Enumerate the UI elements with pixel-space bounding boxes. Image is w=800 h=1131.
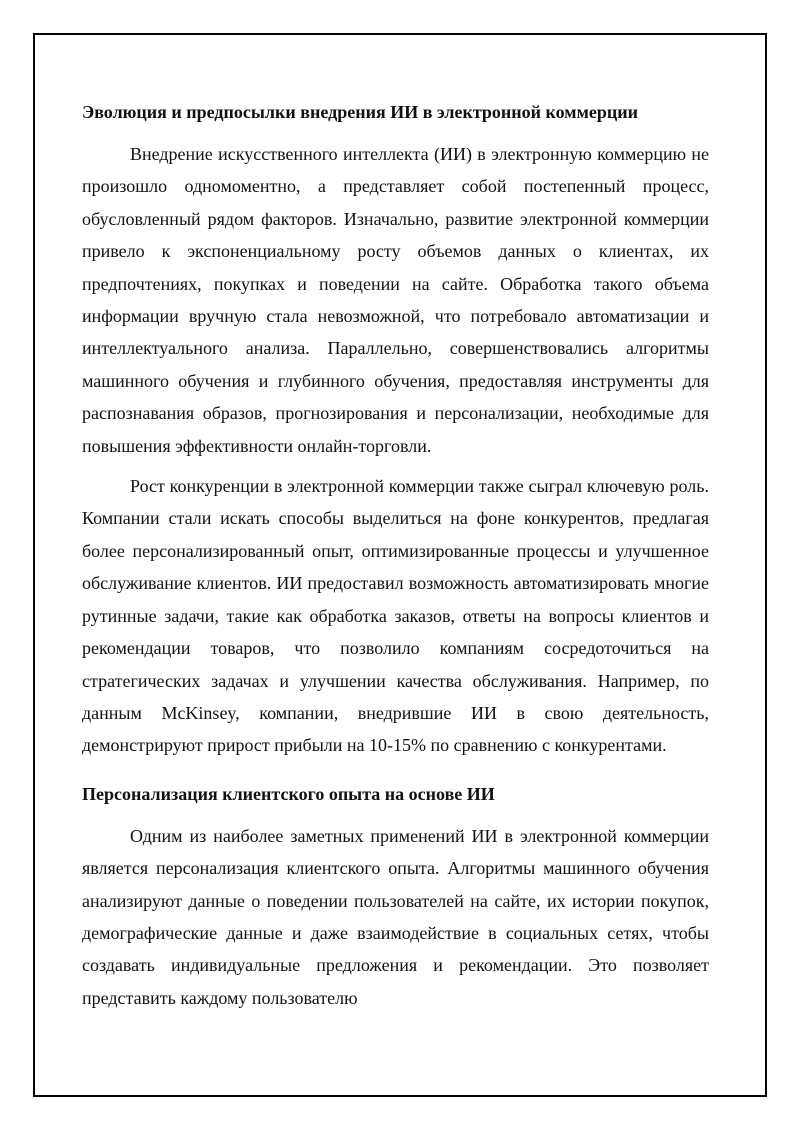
paragraph-ai-adoption: Внедрение искусственного интеллекта (ИИ) в электронную коммерцию не произошло одномоментно, а представляет собой постепенный процесс, обусловленный рядом факторов. Изначально, развитие электронной коммерции привело к экспоненциальному росту объемов данных о клиентах, их предпочтениях, покупках и поведении на сайте. Обработка такого объема информации вручную стала невозможной, что потребовало автоматизации и интеллектуального анализа. Параллельно, совершенствовались алгоритмы машинного обучения и глубинного обучения, предоставляя инструменты для распознавания образов, прогнозирования и персонализации, необходимые для повышения эффективности онлайн-торговли. — [82, 144, 709, 456]
document-body — [82, 96, 709, 1022]
paragraph-competition: Рост конкуренции в электронной коммерции также сыграл ключевую роль. Компании стали искать способы выделиться на фоне конкурентов, предлагая более персонализированный опыт, оптимизированные процессы и улучшенное обслуживание клиентов. ИИ предоставил возможность автоматизировать многие рутинные задачи, такие как обработка заказов, ответы на вопросы клиентов и рекомендации товаров, что позволило компаниям сосредоточиться на стратегических задачах и улучшении качества обслуживания. Например, по данным McKinsey, компании, внедрившие ИИ в свою деятельность, демонстрируют прирост прибыли на 10-15% по сравнению с конкурентами. — [82, 476, 709, 756]
section-heading-personalization: Персонализация клиентского опыта на основе ИИ — [82, 783, 495, 804]
section-heading-evolution: Эволюция и предпосылки внедрения ИИ в электронной коммерции — [82, 102, 638, 122]
paragraph-personalization: Одним из наиболее заметных применений ИИ в электронной коммерции является персонализация клиентского опыта. Алгоритмы машинного обучения анализируют данные о поведении пользователей на сайте, их истории покупок, демографические данные и даже взаимодействие в социальных сетях, чтобы создавать индивидуальные предложения и рекомендации. Это позволяет представить каждому пользователю — [82, 825, 709, 1008]
